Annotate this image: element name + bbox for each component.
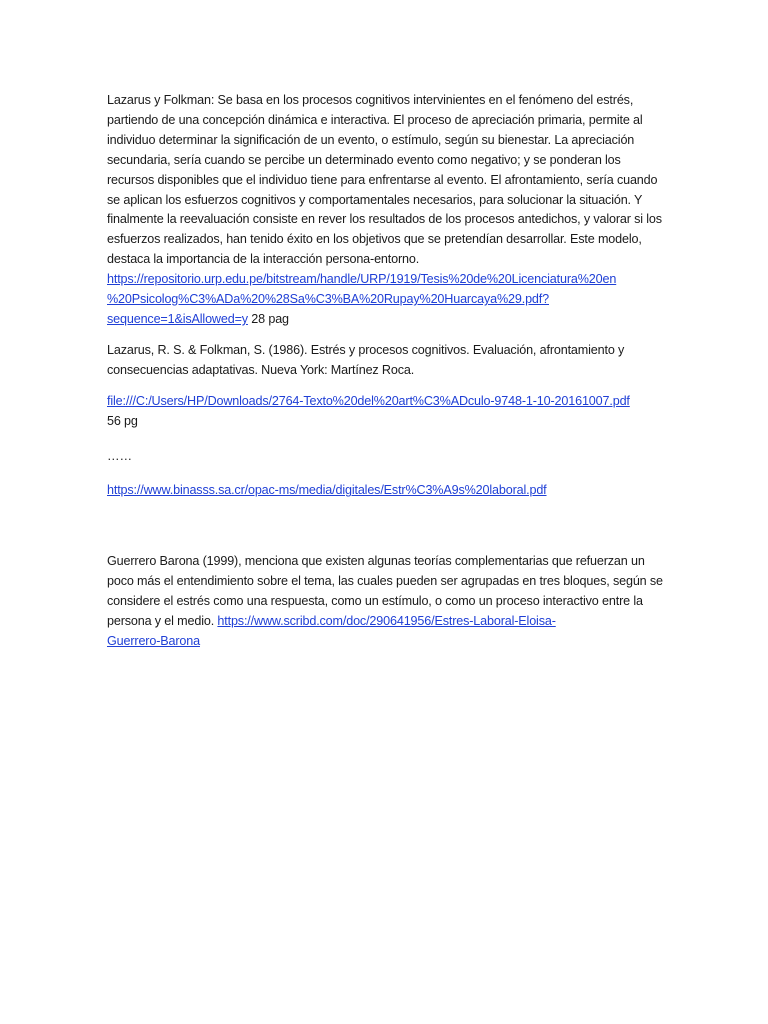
document-page xyxy=(107,91,667,652)
repositorio-link-line-3: sequence=1&isAllowed=y xyxy=(107,311,248,326)
page-count-56: 56 pg xyxy=(107,413,138,428)
guerrero-barona-text: Guerrero Barona (1999), menciona que existen algunas teorías complementarias que refuerzan un poco más el entendimiento sobre el tema, las cuales pueden ser agrupadas en tres bloques, según se considere el estrés como una respuesta, como un estímulo, o como un proceso interactivo entre la persona y el medio. xyxy=(107,554,663,629)
local-file-link[interactable]: file:///C:/Users/HP/Downloads/2764-Texto%20del%20art%C3%ADculo-9748-1-10-20161007.pdf xyxy=(107,393,630,408)
ellipsis-line: …… xyxy=(107,448,132,463)
binasss-link-paragraph xyxy=(107,481,667,501)
repositorio-link-line-2: %20Psicolog%C3%ADa%20%28Sa%C3%BA%20Rupay%20Huarcaya%29.pdf? xyxy=(107,292,549,307)
repositorio-link-line-1: https://repositorio.urp.edu.pe/bitstream/handle/URP/1919/Tesis%20de%20Licenciatura%20en xyxy=(107,272,617,287)
reference-lazarus-1986: Lazarus, R. S. & Folkman, S. (1986). Estrés y procesos cognitivos. Evaluación, afrontamiento y consecuencias adaptativas. Nueva York: Martínez Roca. xyxy=(107,342,625,377)
page-count-28: 28 pag xyxy=(247,311,289,326)
scribd-link-line-2: Guerrero-Barona xyxy=(107,633,200,648)
lazarus-folkman-paragraph xyxy=(107,91,667,330)
scribd-link-line-1: https://www.scribd.com/doc/290641956/Estres-Laboral-Eloisa- xyxy=(217,614,556,629)
lazarus-folkman-text: Lazarus y Folkman: Se basa en los procesos cognitivos intervinientes en el fenómeno del estrés, partiendo de una concepción dinámica e interactiva. El proceso de apreciación primaria, permite al individuo determinar la significación de un evento, o estímulo, según su bienestar. La apreciación secundaria, sería cuando se percibe un determinado evento como negativo; y se ponderan los recursos disponibles que el individuo tiene para enfrentarse al evento. El afrontamiento, sería cuando se aplican los esfuerzos cognitivos y comportamentales necesarios, para solucionar la situación. Y finalmente la reevaluación consiste en rever los resultados de los procesos antedichos, y valorar si los esfuerzos realizados, han tenido éxito en los objetivos que se pretendían desarrollar. Este modelo, destaca la importancia de la interacción persona-entorno. xyxy=(107,93,662,267)
repositorio-urp-link[interactable] xyxy=(107,270,667,326)
guerrero-barona-paragraph xyxy=(107,552,667,652)
binasss-link[interactable]: https://www.binasss.sa.cr/opac-ms/media/digitales/Estr%C3%A9s%20laboral.pdf xyxy=(107,483,547,498)
file-link-paragraph xyxy=(107,392,667,432)
